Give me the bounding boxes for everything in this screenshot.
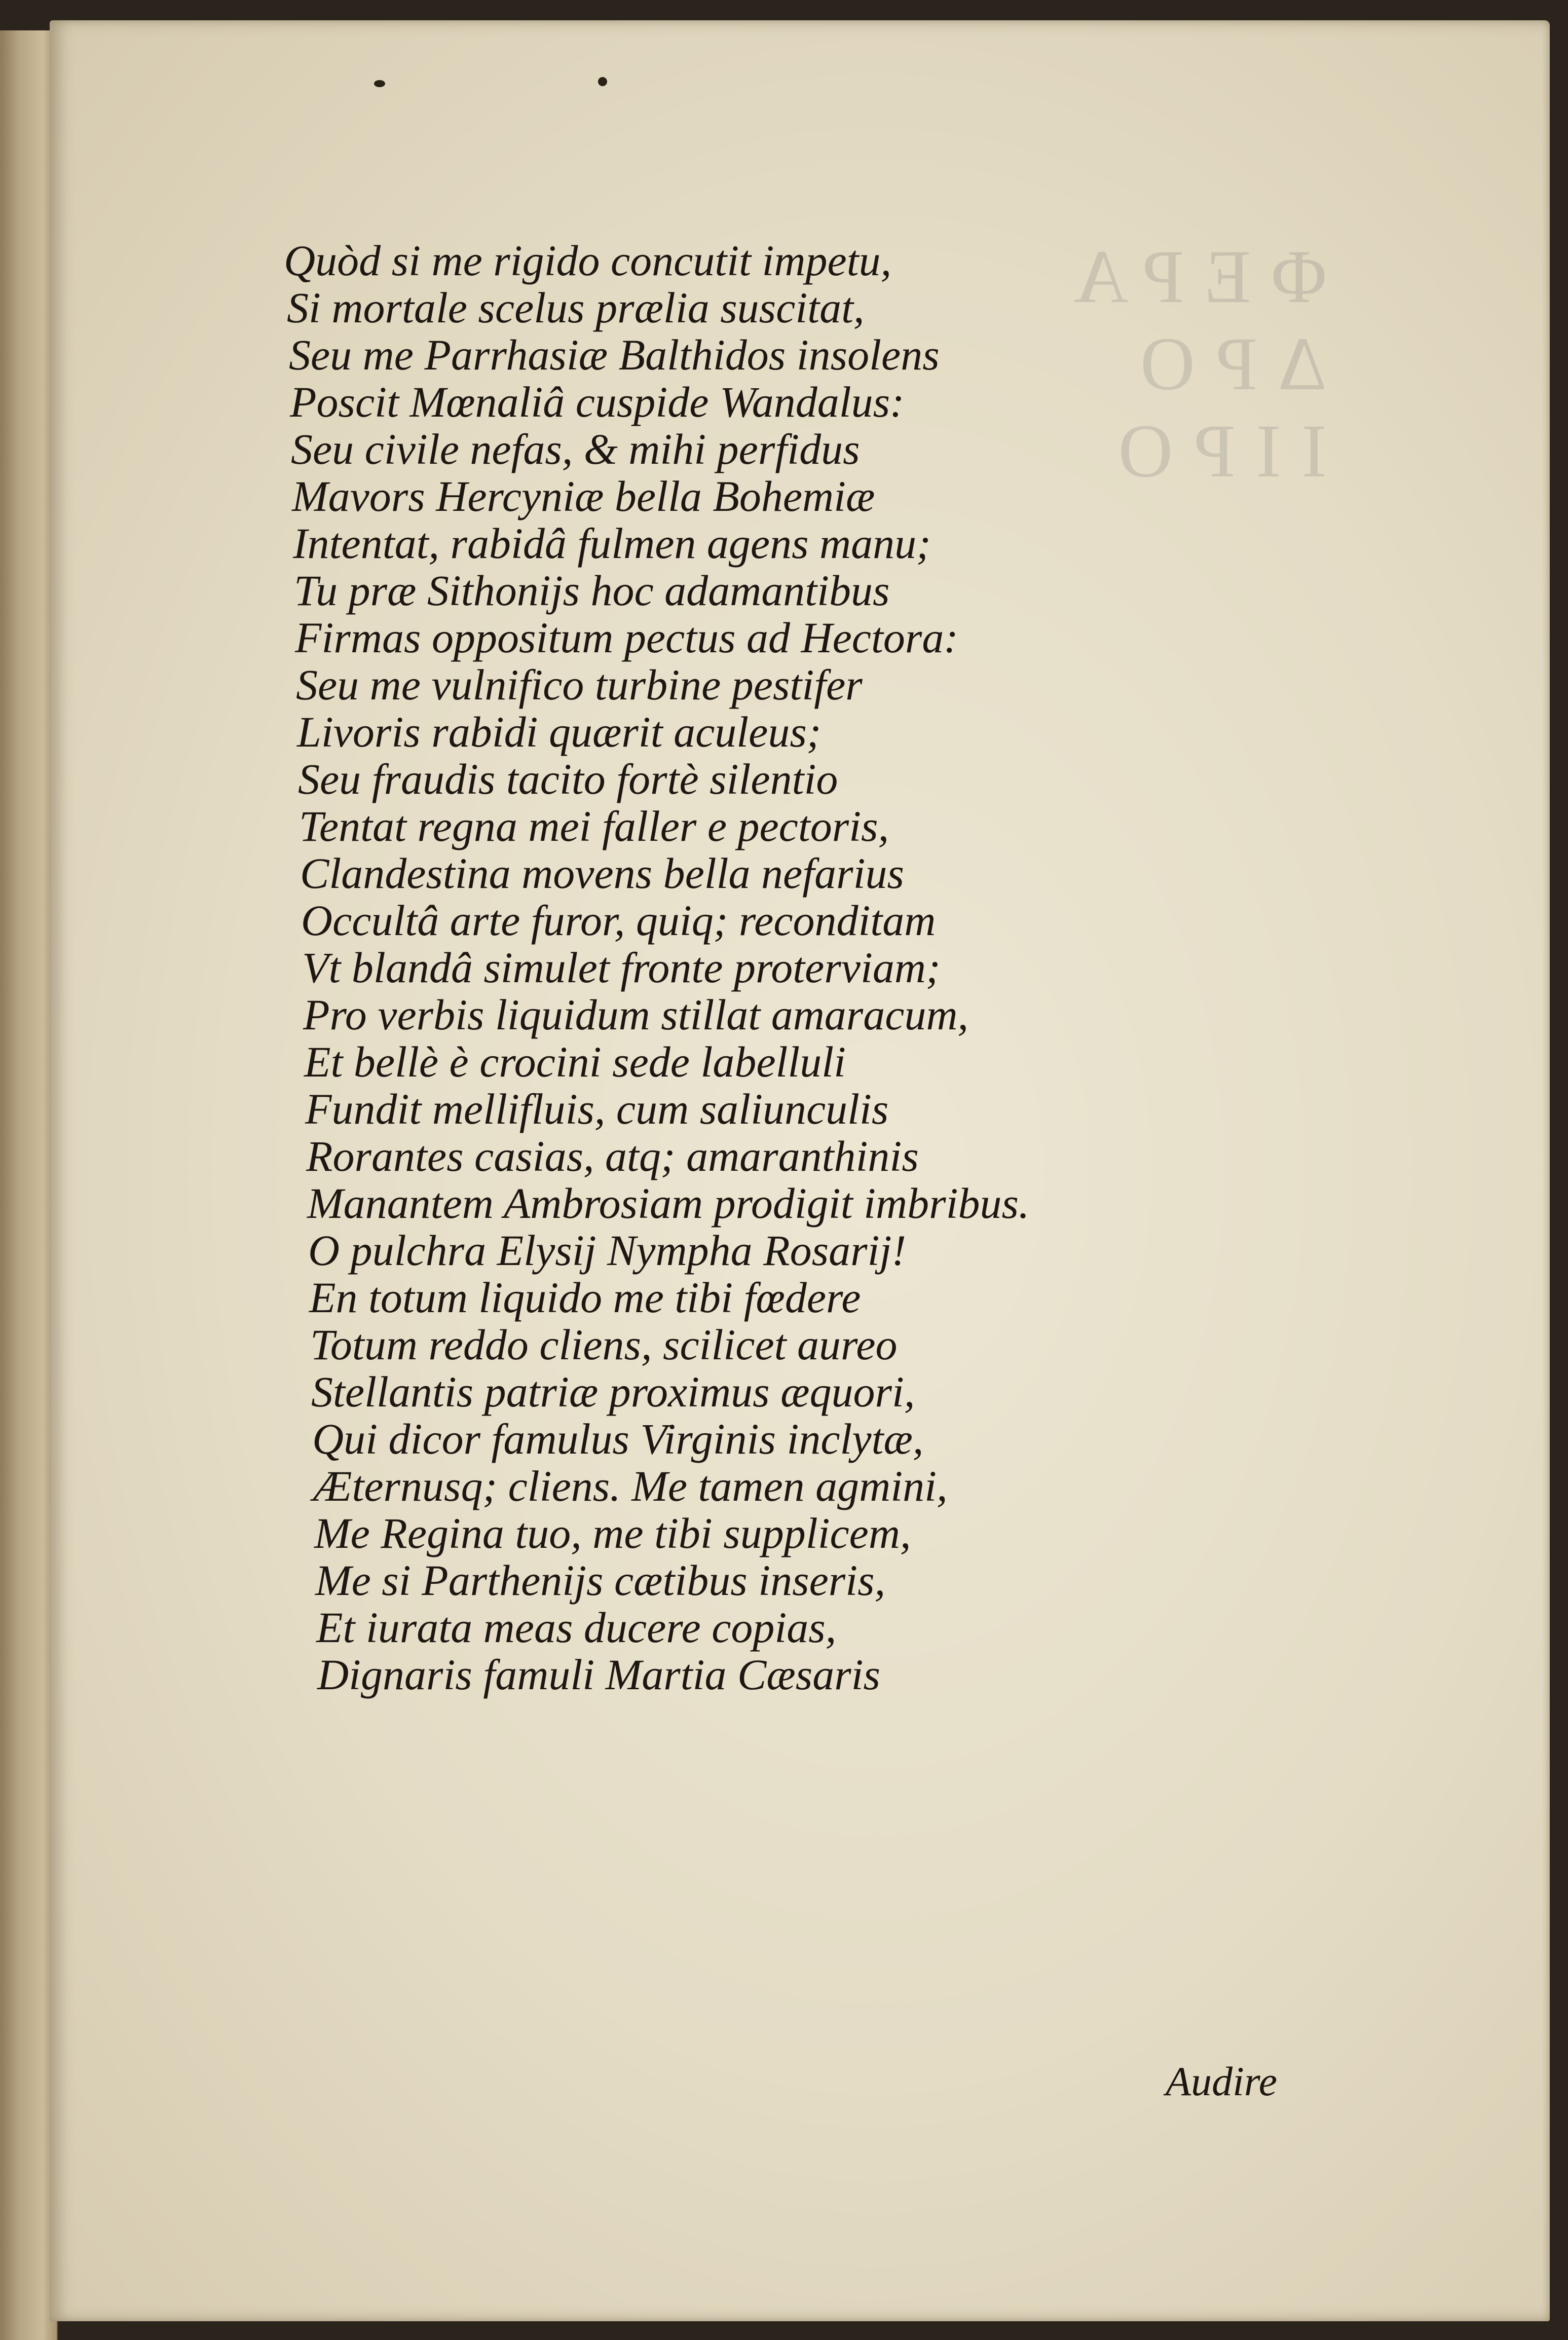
previous-page-edge (0, 30, 58, 2340)
verse-line: Et bellè è crocini sede labelluli (304, 1037, 846, 1086)
verse-line: Æternusq; cliens. Me tamen agmini, (313, 1462, 948, 1510)
catchword: Audire (1166, 2058, 1278, 2104)
verse-line: Me Regina tuo, me tibi supplicem, (314, 1509, 911, 1557)
verse-line: Seu me vulnifico turbine pestifer (296, 660, 863, 709)
verse-line: Manantem Ambrosiam prodigit imbribus. (307, 1179, 1030, 1228)
verse-line: Stellantis patriæ proximus æquori, (311, 1367, 915, 1416)
show-through-text: ΦEPA ΔPO IIPO (1053, 235, 1327, 493)
ink-speck (598, 77, 607, 86)
verse-line: Tentat regna mei faller e pectoris, (299, 802, 889, 850)
verse-line: Poscit Mœnaliâ cuspide Wandalus: (290, 378, 905, 426)
verse-line: Si mortale scelus prælia suscitat, (287, 283, 865, 332)
verse-line: Me si Parthenijs cætibus inseris, (315, 1556, 886, 1605)
verse-line: Occultâ arte furor, quiq; reconditam (301, 896, 936, 945)
verse-line: Clandestina movens bella nefarius (300, 849, 904, 898)
verse-line: O pulchra Elysij Nympha Rosarij! (308, 1226, 907, 1275)
verse-line: Seu fraudis tacito fortè silentio (298, 755, 838, 803)
verse-line: Seu civile nefas, & mihi perfidus (291, 425, 860, 473)
verse-line: Quòd si me rigido concutit impetu, (284, 236, 892, 285)
verse-line: Intentat, rabidâ fulmen agens manu; (293, 519, 931, 568)
ink-speck (374, 80, 385, 87)
verse-line: Rorantes casias, atq; amaranthinis (306, 1132, 919, 1180)
verse-line: Tu præ Sithonijs hoc adamantibus (294, 566, 890, 615)
verse-line: Fundit mellifluis, cum saliunculis (305, 1085, 889, 1133)
verse-line: En totum liquido me tibi fœdere (309, 1273, 861, 1322)
verse-line: Pro verbis liquidum stillat amaracum, (303, 990, 969, 1039)
verse-line: Totum reddo cliens, scilicet aureo (310, 1320, 898, 1369)
verse-line: Firmas oppositum pectus ad Hectora: (295, 613, 958, 662)
verse-line: Seu me Parrhasiæ Balthidos insolens (289, 330, 940, 379)
verse-line: Vt blandâ simulet fronte proterviam; (302, 943, 941, 992)
verse-line: Et iurata meas ducere copias, (316, 1603, 837, 1652)
verse-line: Mavors Hercyniæ bella Bohemiæ (292, 472, 875, 521)
poem-text (284, 237, 1145, 1698)
verse-line: Livoris rabidi quærit aculeus; (297, 708, 822, 756)
verse-line: Qui dicor famulus Virginis inclytæ, (312, 1415, 924, 1463)
verse-line: Dignaris famuli Martia Cæsaris (317, 1650, 881, 1699)
